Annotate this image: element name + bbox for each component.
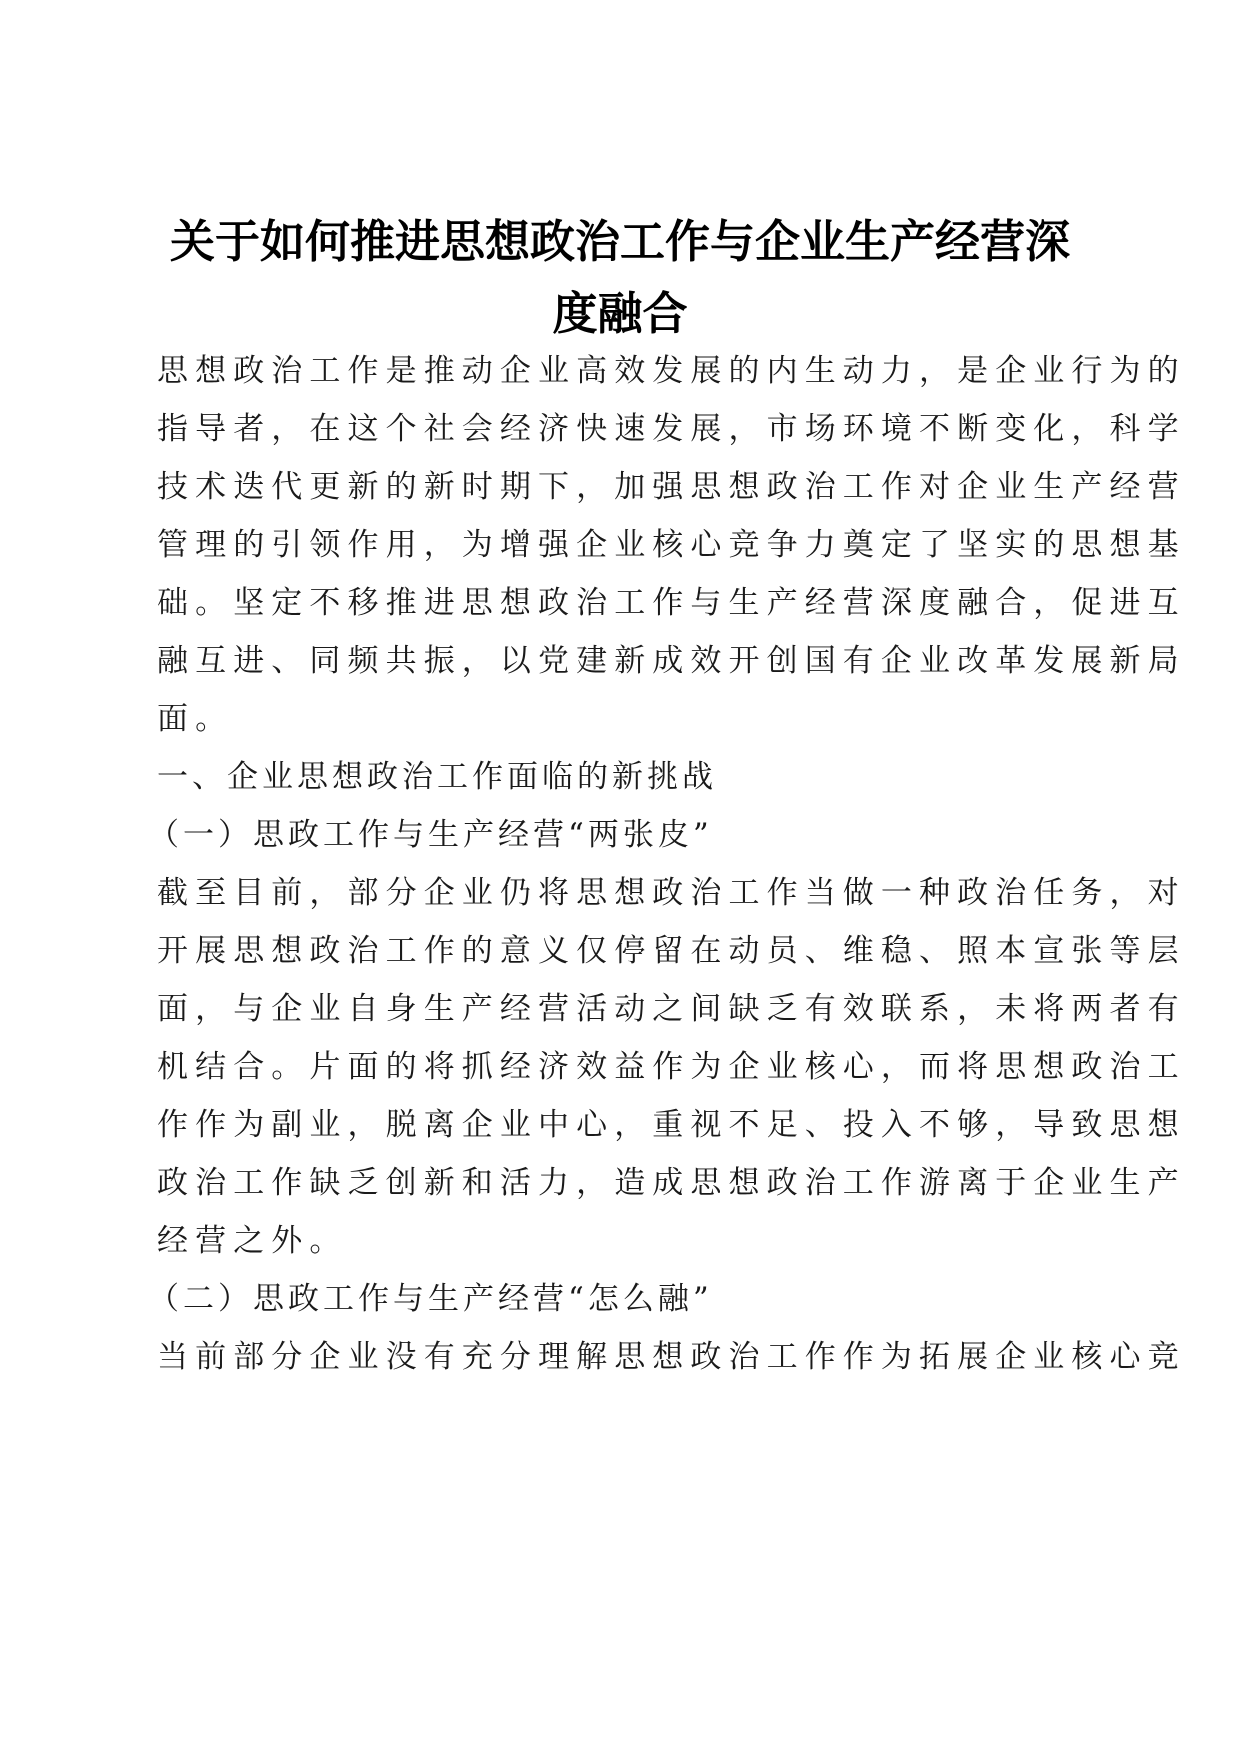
subsection-2-heading: （二）思政工作与生产经营“怎么融” xyxy=(148,1281,713,1317)
sub2-line-1: 当前部分企业没有充分理解思想政治工作作为拓展企业核心竞 xyxy=(157,1339,1186,1375)
intro-line-1: 思想政治工作是推动企业高效发展的内生动力，是企业行为的 xyxy=(157,353,1186,389)
sub1-line-1: 截至目前，部分企业仍将思想政治工作当做一种政治任务，对 xyxy=(157,875,1186,911)
sub1-line-7: 经营之外。 xyxy=(157,1223,348,1259)
sub1-line-2: 开展思想政治工作的意义仅停留在动员、维稳、照本宣张等层 xyxy=(157,933,1186,969)
sub1-line-3: 面，与企业自身生产经营活动之间缺乏有效联系，未将两者有 xyxy=(157,991,1186,1027)
sub1-line-5: 作作为副业，脱离企业中心，重视不足、投入不够，导致思想 xyxy=(157,1107,1186,1143)
intro-line-2: 指导者，在这个社会经济快速发展，市场环境不断变化，科学 xyxy=(157,411,1186,447)
intro-line-7: 面。 xyxy=(157,701,234,737)
title-line-1: 关于如何推进思想政治工作与企业生产经营深 xyxy=(169,215,1070,268)
intro-line-3: 技术迭代更新的新时期下，加强思想政治工作对企业生产经营 xyxy=(157,469,1186,505)
sub1-line-4: 机结合。片面的将抓经济效益作为企业核心，而将思想政治工 xyxy=(157,1049,1186,1085)
document-title xyxy=(150,206,1090,350)
subsection-1-heading: （一）思政工作与生产经营“两张皮” xyxy=(148,817,713,853)
title-line-2: 度融合 xyxy=(552,287,688,340)
sub1-line-6: 政治工作缺乏创新和活力，造成思想政治工作游离于企业生产 xyxy=(157,1165,1186,1201)
intro-line-5: 础。坚定不移推进思想政治工作与生产经营深度融合，促进互 xyxy=(157,585,1186,621)
intro-line-4: 管理的引领作用，为增强企业核心竞争力奠定了坚实的思想基 xyxy=(157,527,1186,563)
section-1-heading: 一、企业思想政治工作面临的新挑战 xyxy=(157,759,717,795)
intro-line-6: 融互进、同频共振，以党建新成效开创国有企业改革发展新局 xyxy=(157,643,1186,679)
